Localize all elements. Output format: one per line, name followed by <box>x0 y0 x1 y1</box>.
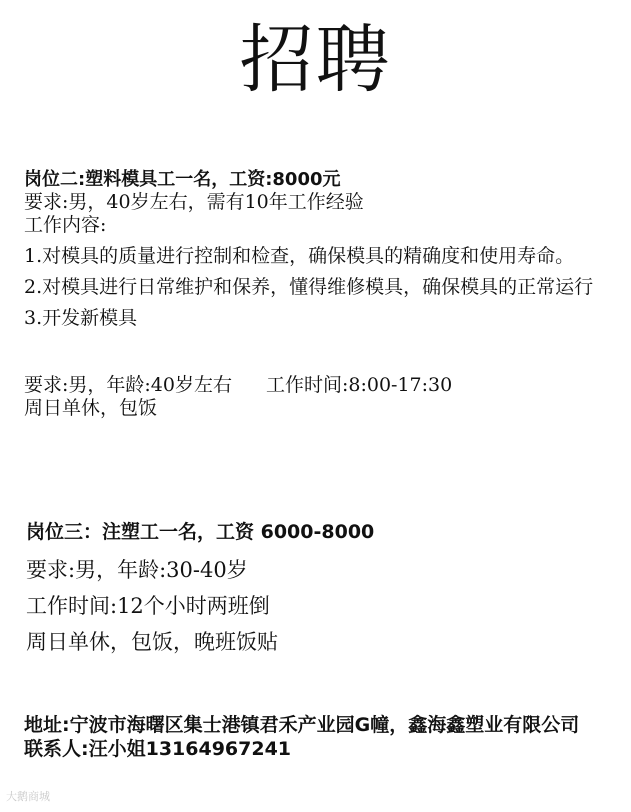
position-2-heading: 岗位二:塑料模具工一名，工资:8000元 <box>24 169 341 190</box>
position-2-content-label: 工作内容: <box>24 214 107 236</box>
watermark <box>6 790 50 804</box>
position-3-section <box>26 518 374 660</box>
position-2-work-time: 工作时间:8:00-17:30 <box>265 374 453 396</box>
page-title: 招聘 <box>239 17 392 103</box>
contact-address: 地址:宁波市海曙区集士港镇君禾产业园G幢，鑫海鑫塑业有限公司 <box>24 714 580 736</box>
position-2-item-3: 3.开发新模具 <box>24 307 138 329</box>
position-2-section <box>24 168 594 420</box>
position-2-item-1: 1.对模具的质量进行控制和检查，确保模具的精确度和使用寿命。 <box>24 245 575 267</box>
contact-person: 联系人:汪小姐13164967241 <box>24 738 292 760</box>
position-3-benefits: 周日单休，包饭，晚班饭贴 <box>26 630 278 654</box>
watermark-text: 大鹅商城 <box>6 790 50 803</box>
position-3-requirement: 要求:男，年龄:30-40岁 <box>26 558 248 582</box>
contact-section <box>24 713 609 761</box>
position-2-requirement: 要求:男，40岁左右，需有10年工作经验 <box>24 191 364 213</box>
position-2-req-row <box>24 374 594 397</box>
position-2-benefits: 周日单休，包饭 <box>24 397 158 419</box>
position-3-heading: 岗位三：注塑工一名，工资 6000-8000 <box>26 521 375 543</box>
position-2-req-age: 要求:男，年龄:40岁左右 <box>24 374 232 396</box>
position-2-item-2: 2.对模具进行日常维护和保养，懂得维修模具，确保模具的正常运行 <box>24 276 594 298</box>
position-3-work-time: 工作时间:12个小时两班倒 <box>26 594 270 618</box>
